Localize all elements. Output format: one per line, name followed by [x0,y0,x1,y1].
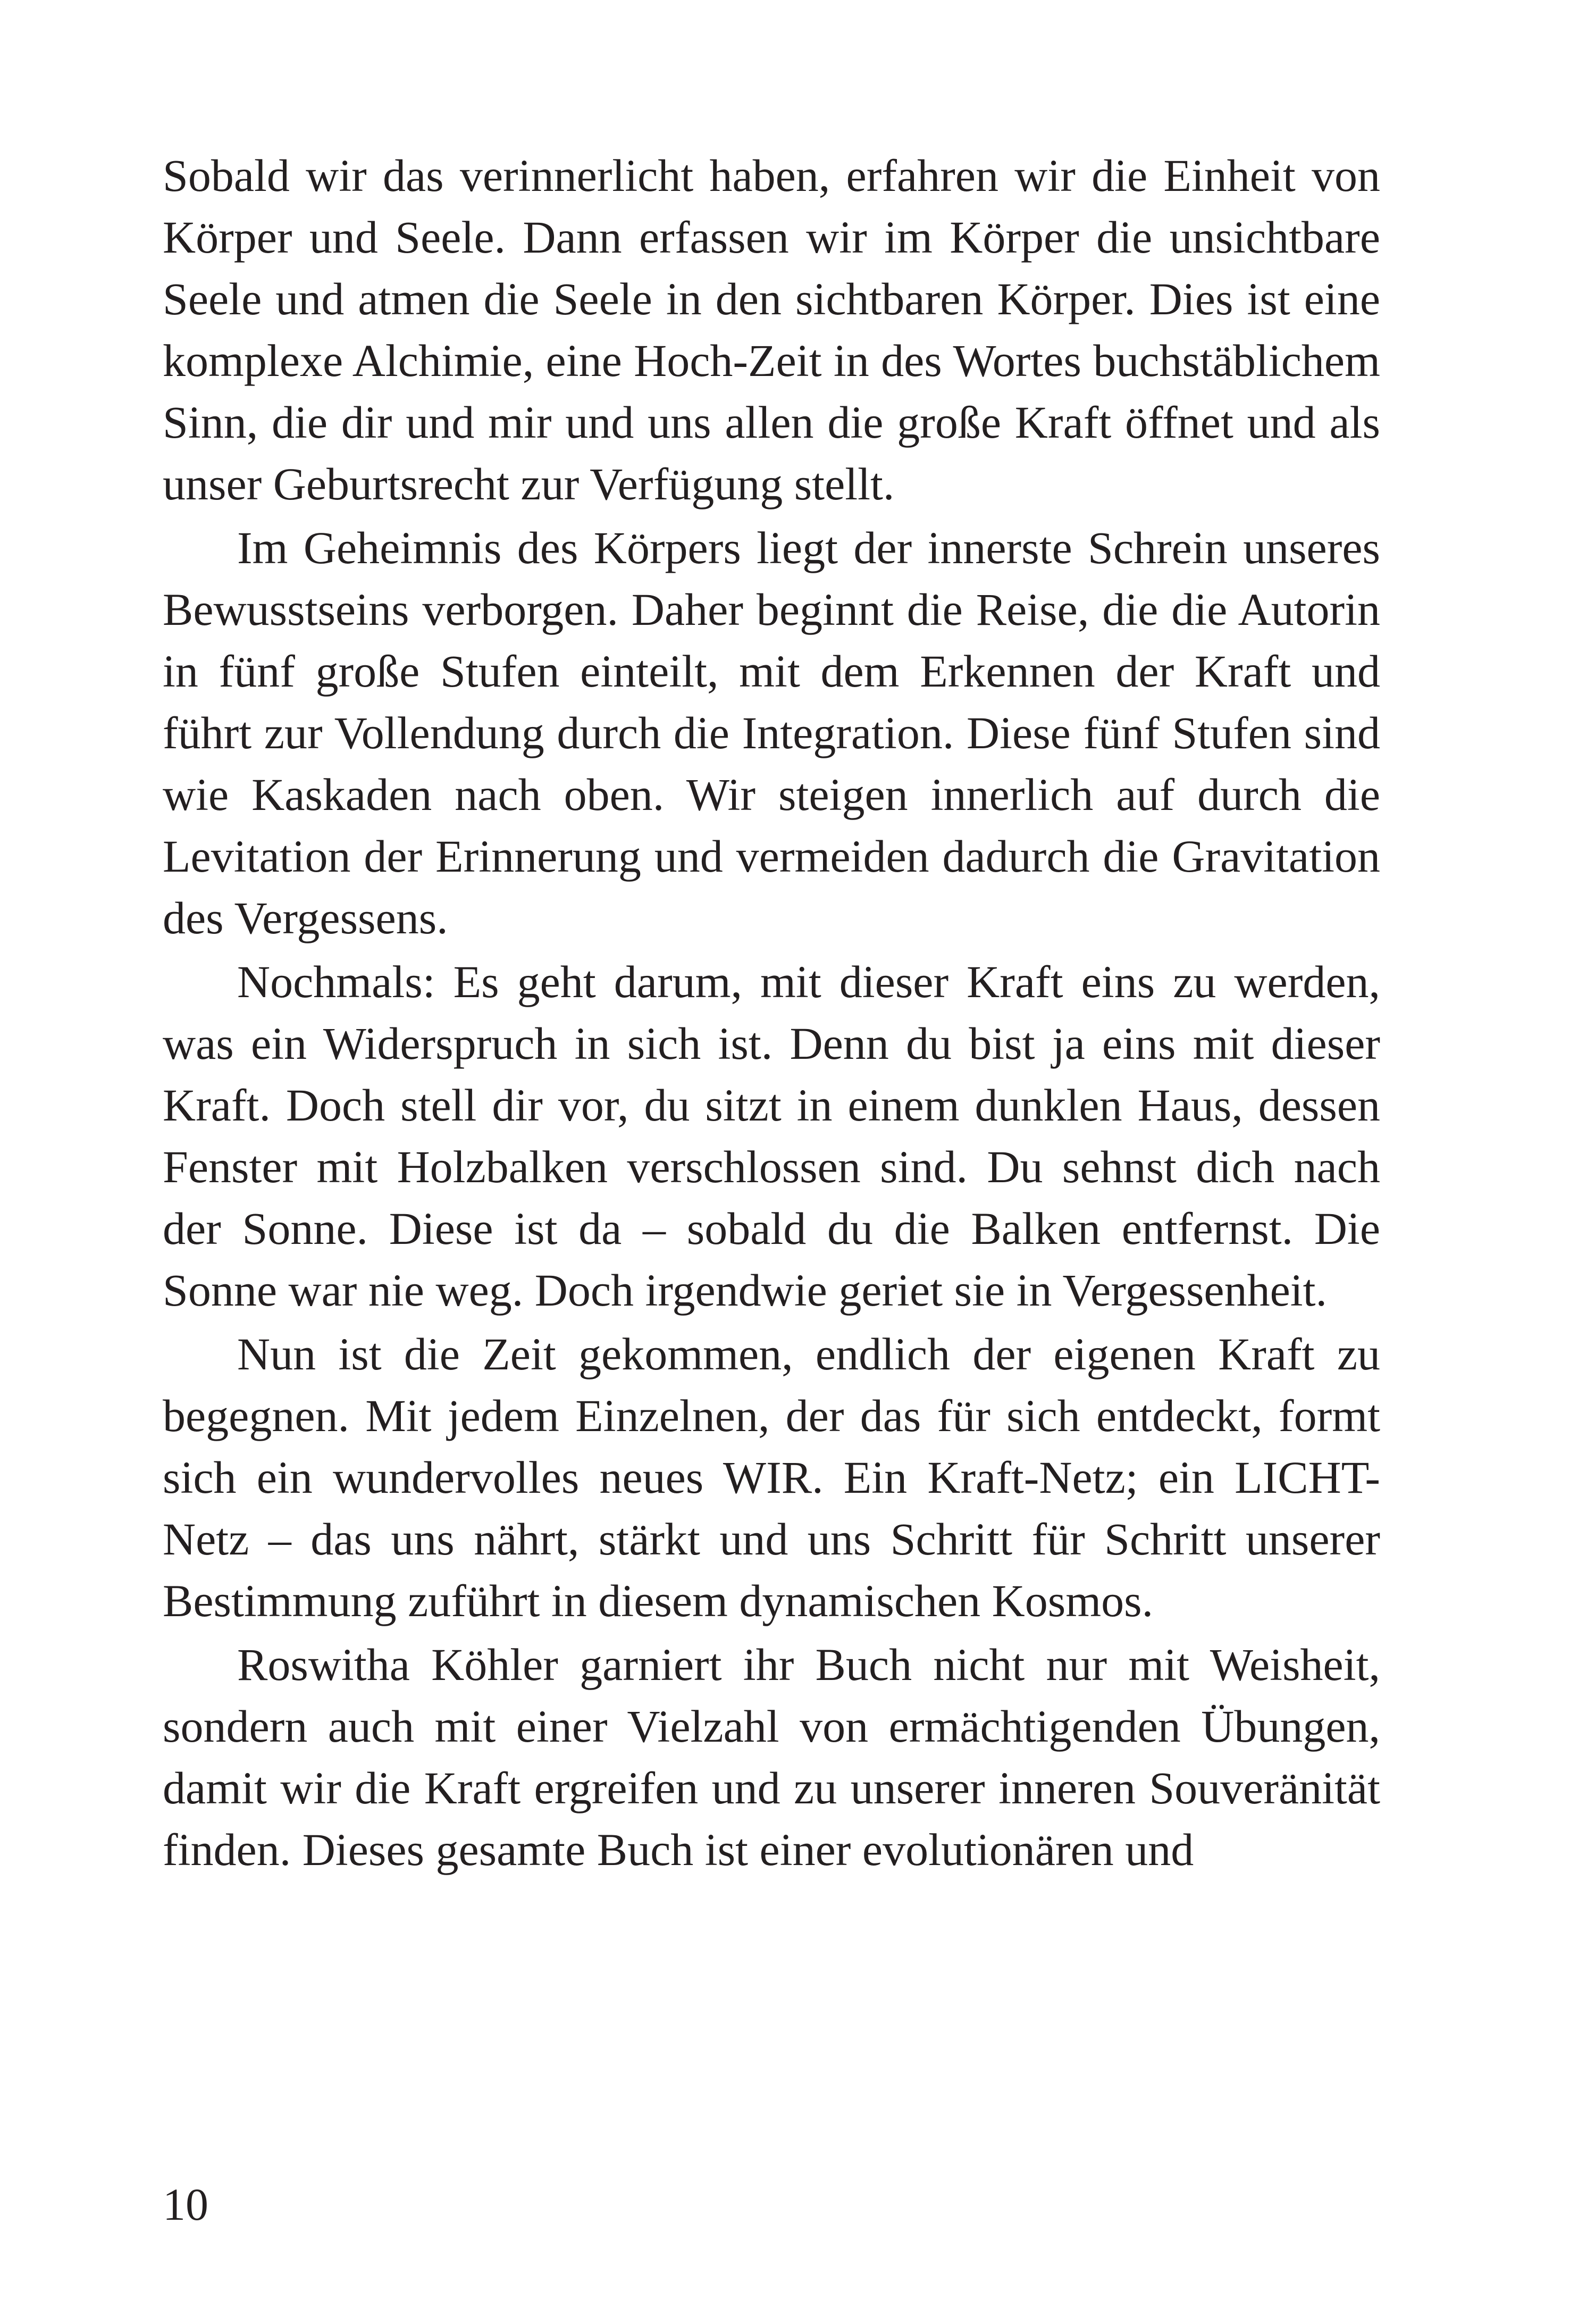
paragraph-1: Sobald wir das verinnerlicht haben, erfahren wir die Einheit von Körper und Seele. Dann erfassen wir im Körper die unsichtbare Seele und atmen die Seele in den sichtbaren Körper. Dies ist eine komplexe Alchimie, eine Hoch-Zeit in des Wortes buchstäblichem Sinn, die dir und mir und uns allen die große Kraft öffnet und als unser Geburtsrecht zur Verfügung stellt. [163,150,1380,509]
paragraph-4: Nun ist die Zeit gekommen, endlich der eigenen Kraft zu begegnen. Mit jedem Einzelnen, der das für sich entdeckt, formt sich ein wundervolles neues WIR. Ein Kraft-Netz; ein LICHT-Netz – das uns nährt, stärkt und uns Schritt für Schritt unserer Bestimmung zuführt in diesem dynamischen Kosmos. [163,1328,1380,1626]
paragraph-5: Roswitha Köhler garniert ihr Buch nicht nur mit Weisheit, sondern auch mit einer Vielzahl von ermächtigenden Übungen, damit wir die Kraft ergreifen und zu unserer inneren Souveränität finden. Dieses gesamte Buch ist einer evolutionären und [163,1639,1380,1875]
paragraph-2: Im Geheimnis des Körpers liegt der innerste Schrein unseres Bewusstseins verborgen. Daher beginnt die Reise, die die Autorin in fünf große Stufen einteilt, mit dem Erkennen der Kraft und führt zur Vollendung durch die Integration. Diese fünf Stufen sind wie Kaskaden nach oben. Wir steigen innerlich auf durch die Levitation der Erinnerung und vermeiden dadurch die Gravitation des Vergessens. [163,522,1380,943]
paragraph-3: Nochmals: Es geht darum, mit dieser Kraft eins zu werden, was ein Widerspruch in sich ist. Denn du bist ja eins mit dieser Kraft. Doch stell dir vor, du sitzt in einem dunklen Haus, dessen Fenster mit Holzbalken verschlossen sind. Du sehnst dich nach der Sonne. Diese ist da – sobald du die Balken entfernst. Die Sonne war nie weg. Doch irgendwie geriet sie in Vergessenheit. [163,956,1380,1316]
body-text [163,145,1380,1883]
page-number: 10 [163,2179,208,2230]
